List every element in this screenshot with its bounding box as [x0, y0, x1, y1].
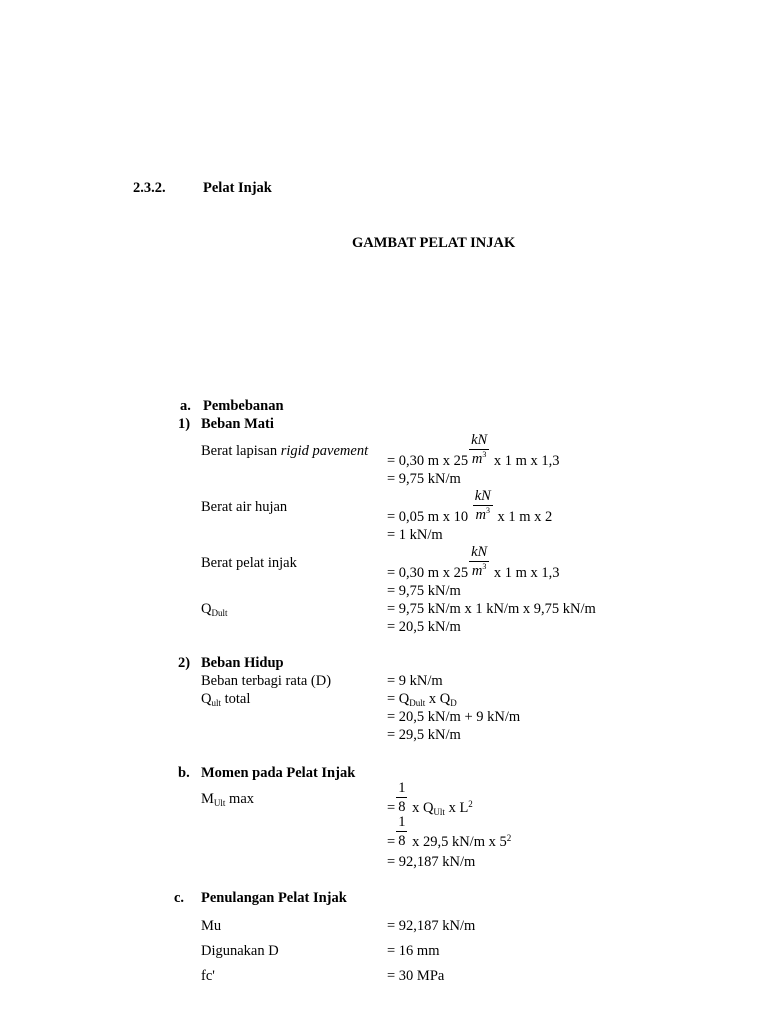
- one-eighth-fraction: $\frac{1}{8}$: [398, 814, 406, 849]
- subsection-a-title: Pembebanan: [203, 398, 284, 414]
- qdult-line-2: = 20,5 kN/m: [387, 619, 461, 635]
- pelat-injak-label: Berat pelat injak: [201, 555, 297, 571]
- subsection-b-label: b.: [178, 765, 190, 781]
- pelat-injak-result: = 9,75 kN/m: [387, 583, 461, 599]
- air-hujan-result: = 1 kN/m: [387, 527, 443, 543]
- mu-value: = 92,187 kN/m: [387, 918, 476, 934]
- subsection-a-label: a.: [180, 398, 191, 414]
- beban-terbagi-label: Beban terbagi rata (D): [201, 673, 332, 689]
- mult-result: = 92,187 kN/m: [387, 854, 476, 870]
- mult-formula-1: = $\frac{1}{8}$ x $Q_{Ult}$ x $L^2$: [387, 780, 473, 817]
- qdult-line-1: = 9,75 kN/m x 1 kN/m x 9,75 kN/m: [387, 601, 596, 617]
- figure-caption: GAMBAT PELAT INJAK: [352, 235, 516, 251]
- air-hujan-formula: = 0,05 m x 10 $\frac{kN}{m^3}$ x 1 m x 2: [387, 488, 553, 525]
- unit-fraction: $\frac{kN}{m^3}$: [471, 544, 488, 579]
- pelat-injak-formula: = 0,30 m x 25 $\frac{kN}{m^3}$ x 1 m x 1,3: [387, 544, 560, 581]
- beban-hidup-title: Beban Hidup: [201, 655, 284, 671]
- subsection-c-label: c.: [174, 890, 185, 906]
- beban-hidup-number: 2): [178, 655, 191, 671]
- digunakan-d-label: Digunakan D: [201, 943, 279, 959]
- qdult-label: $Q_{Dult}$: [201, 601, 228, 618]
- unit-fraction: $\frac{kN}{m^3}$: [471, 432, 488, 467]
- section-number: 2.3.2.: [133, 180, 166, 196]
- beban-terbagi-value: = 9 kN/m: [387, 673, 443, 689]
- section-title: Pelat Injak: [203, 180, 272, 196]
- fc-value: = 30 MPa: [387, 968, 445, 984]
- rigid-pavement-label: Berat lapisan rigid pavement: [201, 443, 369, 459]
- rigid-pavement-formula: = 0,30 m x 25 $\frac{kN}{m^3}$ x 1 m x 1,3: [387, 432, 560, 469]
- unit-fraction: $\frac{kN}{m^3}$: [474, 488, 491, 523]
- rigid-pavement-result: = 9,75 kN/m: [387, 471, 461, 487]
- mult-formula-2: = $\frac{1}{8}$ x 29,5 kN/m x $5^2$: [387, 814, 512, 850]
- mu-label: Mu: [201, 918, 222, 934]
- rigid-pavement-italic: rigid pavement: [280, 443, 369, 459]
- qult-line-2: = 20,5 kN/m + 9 kN/m: [387, 709, 521, 725]
- air-hujan-label: Berat air hujan: [201, 499, 288, 515]
- qult-line-3: = 29,5 kN/m: [387, 727, 461, 743]
- subsection-b-title: Momen pada Pelat Injak: [201, 765, 356, 781]
- beban-mati-number: 1): [178, 416, 191, 432]
- digunakan-d-value: = 16 mm: [387, 943, 440, 959]
- beban-mati-title: Beban Mati: [201, 416, 274, 432]
- one-eighth-fraction: $\frac{1}{8}$: [398, 780, 406, 815]
- qult-total-label: $Q_{ult}$ total: [201, 691, 251, 708]
- mult-max-label: $M_{Ult}$ max: [201, 791, 255, 808]
- qult-formula: = $Q_{Dult}$ x $Q_D$: [387, 691, 457, 708]
- fc-label: fc': [201, 968, 215, 984]
- subsection-c-title: Penulangan Pelat Injak: [201, 890, 347, 906]
